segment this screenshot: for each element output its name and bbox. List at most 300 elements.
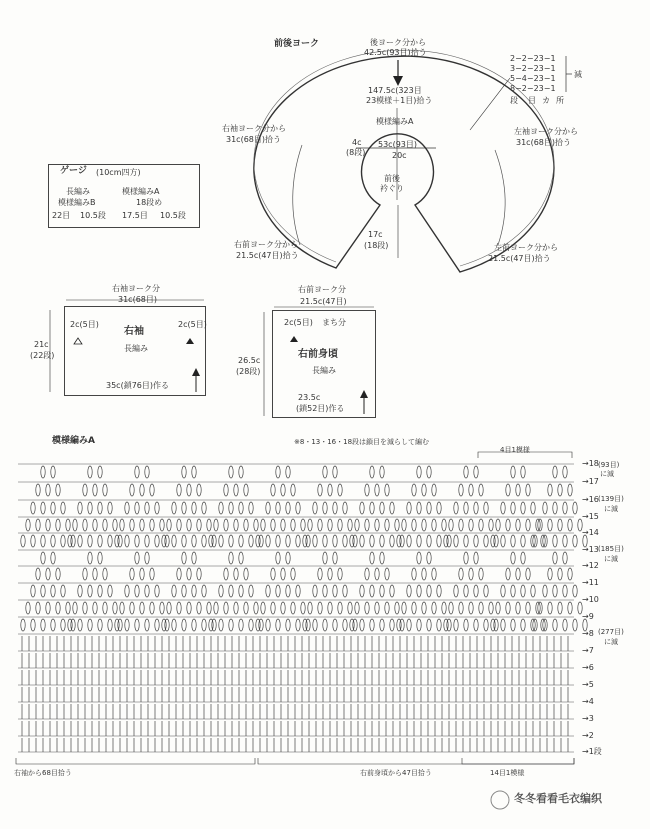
stitch-loop bbox=[281, 602, 285, 614]
stitch-loop bbox=[56, 602, 60, 614]
stitch-loop bbox=[496, 602, 500, 614]
stitch-loop bbox=[469, 519, 473, 531]
chart-left-bracket bbox=[16, 758, 255, 764]
watermark-logo bbox=[491, 791, 509, 809]
stitch-loop bbox=[489, 602, 493, 614]
yoke-right-sleeve-1: 右袖ヨーク分から bbox=[222, 124, 286, 133]
stitch-loop bbox=[380, 619, 384, 631]
stitch-loop bbox=[573, 585, 577, 597]
stitch-loop bbox=[36, 568, 40, 580]
stitch-loop bbox=[177, 602, 181, 614]
stitch-loop bbox=[370, 619, 374, 631]
yoke-footer-4: 所 bbox=[556, 96, 564, 105]
stitch-loop bbox=[548, 568, 552, 580]
stitch-loop bbox=[150, 484, 154, 496]
chart-right-bottom: 右前身頃から47目拾う bbox=[360, 769, 432, 777]
stitch-loop bbox=[239, 585, 243, 597]
stitch-loop bbox=[333, 552, 337, 564]
stitch-loop bbox=[229, 585, 233, 597]
stitch-loop bbox=[328, 519, 332, 531]
stitch-loop bbox=[61, 619, 65, 631]
yoke-outer-count-1: 147.5c(323目 bbox=[368, 86, 422, 95]
stitch-loop bbox=[46, 602, 50, 614]
stitch-loop bbox=[256, 619, 260, 631]
stitch-loop bbox=[521, 552, 525, 564]
stitch-loop bbox=[229, 619, 233, 631]
stitch-loop bbox=[120, 602, 124, 614]
stitch-loop bbox=[365, 519, 369, 531]
stitch-loop bbox=[521, 585, 525, 597]
stitch-loop bbox=[348, 602, 352, 614]
stitch-loop bbox=[31, 619, 35, 631]
stitch-loop bbox=[516, 484, 520, 496]
stitch-loop bbox=[249, 585, 253, 597]
stitch-loop bbox=[474, 502, 478, 514]
stitch-loop bbox=[224, 568, 228, 580]
stitch-loop bbox=[303, 535, 307, 547]
stitch-loop bbox=[333, 535, 337, 547]
yoke-right-front-1: 右前ヨーク分から bbox=[234, 240, 298, 249]
stitch-loop bbox=[182, 466, 186, 478]
stitch-loop bbox=[407, 619, 411, 631]
stitch-loop bbox=[182, 535, 186, 547]
stitch-loop bbox=[46, 484, 50, 496]
stitch-loop bbox=[323, 466, 327, 478]
stitch-loop bbox=[407, 535, 411, 547]
stitch-loop bbox=[224, 484, 228, 496]
stitch-loop bbox=[167, 519, 171, 531]
yoke-top-arrowhead bbox=[393, 76, 403, 86]
stitch-loop bbox=[83, 484, 87, 496]
stitch-loop bbox=[46, 519, 50, 531]
stitch-loop bbox=[41, 535, 45, 547]
gauge-row3-a: 22目 bbox=[52, 211, 71, 220]
front-height: 26.5c bbox=[238, 356, 261, 365]
stitch-loop bbox=[135, 585, 139, 597]
chart-row-label: →4 bbox=[582, 697, 594, 706]
stitch-loop bbox=[197, 602, 201, 614]
stitch-loop bbox=[427, 619, 431, 631]
yoke-decrease-label: 減 bbox=[574, 70, 582, 79]
sleeve-corner-right: 2c(5目) bbox=[178, 320, 207, 329]
stitch-loop bbox=[459, 484, 463, 496]
stitch-loop bbox=[78, 619, 82, 631]
stitch-loop bbox=[187, 484, 191, 496]
chart-row-label: →12 bbox=[582, 561, 599, 570]
stitch-loop bbox=[323, 585, 327, 597]
stitch-loop bbox=[568, 568, 572, 580]
stitch-loop bbox=[390, 502, 394, 514]
stitch-loop bbox=[266, 585, 270, 597]
stitch-loop bbox=[370, 552, 374, 564]
chart-row-label: →16 bbox=[582, 495, 599, 504]
stitch-loop bbox=[145, 535, 149, 547]
chart-right-bracket bbox=[258, 758, 574, 764]
stitch-loop bbox=[568, 602, 572, 614]
stitch-loop bbox=[239, 502, 243, 514]
stitch-loop bbox=[301, 519, 305, 531]
stitch-loop bbox=[385, 484, 389, 496]
stitch-loop bbox=[397, 535, 401, 547]
stitch-loop bbox=[437, 619, 441, 631]
stitch-loop bbox=[449, 519, 453, 531]
stitch-loop bbox=[328, 568, 332, 580]
stitch-loop bbox=[385, 602, 389, 614]
yoke-decrease-4: 8−2−23−1 bbox=[510, 84, 556, 93]
stitch-loop bbox=[239, 552, 243, 564]
stitch-loop bbox=[103, 568, 107, 580]
stitch-loop bbox=[276, 552, 280, 564]
stitch-loop bbox=[301, 602, 305, 614]
front-top-label: 右前ヨーク分 bbox=[298, 285, 346, 294]
stitch-loop bbox=[234, 519, 238, 531]
stitch-loop bbox=[553, 535, 557, 547]
stitch-loop bbox=[437, 585, 441, 597]
stitch-loop bbox=[21, 619, 25, 631]
stitch-loop bbox=[558, 484, 562, 496]
stitch-loop bbox=[219, 585, 223, 597]
stitch-loop bbox=[459, 519, 463, 531]
stitch-loop bbox=[313, 585, 317, 597]
stitch-loop bbox=[187, 519, 191, 531]
yoke-left-front-1: 左前ヨーク分から bbox=[494, 243, 558, 252]
chart-row-label: →3 bbox=[582, 714, 594, 723]
stitch-loop bbox=[427, 502, 431, 514]
stitch-loop bbox=[385, 568, 389, 580]
stitch-loop bbox=[563, 552, 567, 564]
gauge-row1-b: 模様編みA bbox=[122, 187, 160, 196]
stitch-loop bbox=[437, 502, 441, 514]
stitch-loop bbox=[313, 535, 317, 547]
stitch-loop bbox=[543, 585, 547, 597]
chart-row-label: →13 bbox=[582, 545, 599, 554]
stitch-loop bbox=[197, 484, 201, 496]
sleeve-top-width: 31c(68目) bbox=[118, 295, 157, 304]
stitch-loop bbox=[501, 585, 505, 597]
stitch-loop bbox=[68, 619, 72, 631]
stitch-loop bbox=[172, 619, 176, 631]
stitch-loop bbox=[375, 519, 379, 531]
chart-left-bottom: 右袖から68目拾う bbox=[14, 769, 72, 777]
stitch-loop bbox=[432, 602, 436, 614]
stitch-loop bbox=[207, 602, 211, 614]
stitch-loop bbox=[511, 619, 515, 631]
yoke-back-pickup-1: 後ヨーク分から bbox=[370, 38, 426, 47]
stitch-loop bbox=[286, 619, 290, 631]
stitch-loop bbox=[51, 466, 55, 478]
stitch-loop bbox=[125, 535, 129, 547]
stitch-loop bbox=[276, 535, 280, 547]
sleeve-height: 21c bbox=[34, 340, 49, 349]
stitch-loop bbox=[380, 535, 384, 547]
stitch-loop bbox=[479, 568, 483, 580]
yoke-right-front-2: 21.5c(47目)拾う bbox=[236, 251, 299, 260]
stitch-loop bbox=[286, 502, 290, 514]
stitch-loop bbox=[286, 585, 290, 597]
stitch-loop bbox=[333, 502, 337, 514]
stitch-loop bbox=[145, 466, 149, 478]
yoke-neck-1: 前後 bbox=[384, 174, 400, 183]
gauge-unit: (10cm四方) bbox=[96, 168, 141, 177]
stitch-loop bbox=[130, 484, 134, 496]
yoke-footer-2: 目 bbox=[528, 96, 536, 105]
stitch-loop bbox=[360, 619, 364, 631]
stitch-loop bbox=[526, 568, 530, 580]
stitch-loop bbox=[558, 568, 562, 580]
stitch-loop bbox=[256, 535, 260, 547]
chart-count-18b: に減 bbox=[600, 470, 614, 478]
stitch-loop bbox=[202, 535, 206, 547]
stitch-loop bbox=[563, 502, 567, 514]
gauge-row3-d: 10.5段 bbox=[160, 211, 186, 220]
stitch-loop bbox=[370, 585, 374, 597]
stitch-loop bbox=[224, 519, 228, 531]
chart-row-label: →17 bbox=[582, 477, 599, 486]
yoke-center-w: 17c bbox=[368, 230, 383, 239]
stitch-loop bbox=[281, 568, 285, 580]
sleeve-height-rows: (22段) bbox=[30, 351, 55, 360]
stitch-loop bbox=[343, 619, 347, 631]
stitch-loop bbox=[291, 602, 295, 614]
stitch-loop bbox=[93, 568, 97, 580]
yoke-outer-count-2: 23模様＋1目)拾う bbox=[366, 96, 433, 105]
stitch-loop bbox=[338, 484, 342, 496]
chart-row-label: →6 bbox=[582, 663, 594, 672]
stitch-loop bbox=[563, 619, 567, 631]
stitch-loop bbox=[474, 619, 478, 631]
stitch-loop bbox=[244, 519, 248, 531]
stitch-loop bbox=[113, 519, 117, 531]
stitch-loop bbox=[338, 519, 342, 531]
stitch-loop bbox=[464, 619, 468, 631]
stitch-loop bbox=[323, 502, 327, 514]
stitch-loop bbox=[93, 519, 97, 531]
stitch-loop bbox=[207, 519, 211, 531]
stitch-loop bbox=[229, 502, 233, 514]
stitch-loop bbox=[501, 535, 505, 547]
stitch-loop bbox=[313, 502, 317, 514]
stitch-loop bbox=[239, 619, 243, 631]
stitch-loop bbox=[266, 502, 270, 514]
stitch-loop bbox=[427, 535, 431, 547]
stitch-loop bbox=[36, 519, 40, 531]
stitch-loop bbox=[474, 535, 478, 547]
stitch-loop bbox=[239, 535, 243, 547]
gauge-row3-b: 10.5段 bbox=[80, 211, 106, 220]
stitch-loop bbox=[209, 619, 213, 631]
yoke-depth: 20c bbox=[392, 151, 407, 160]
stitch-loop bbox=[234, 602, 238, 614]
stitch-loop bbox=[573, 619, 577, 631]
stitch-loop bbox=[145, 552, 149, 564]
stitch-loop bbox=[553, 552, 557, 564]
stitch-loop bbox=[244, 602, 248, 614]
stitch-loop bbox=[41, 466, 45, 478]
stitch-loop bbox=[291, 484, 295, 496]
yoke-arc-left-sleeve bbox=[495, 150, 505, 245]
stitch-loop bbox=[360, 585, 364, 597]
stitch-loop bbox=[249, 502, 253, 514]
stitch-loop bbox=[375, 568, 379, 580]
stitch-loop bbox=[573, 535, 577, 547]
stitch-loop bbox=[484, 502, 488, 514]
stitch-loop bbox=[150, 568, 154, 580]
stitch-loop bbox=[491, 535, 495, 547]
stitch-loop bbox=[113, 602, 117, 614]
stitch-loop bbox=[88, 535, 92, 547]
stitch-loop bbox=[130, 602, 134, 614]
stitch-loop bbox=[526, 484, 530, 496]
stitch-loop bbox=[417, 535, 421, 547]
stitch-loop bbox=[276, 619, 280, 631]
gauge-title: ゲージ bbox=[60, 166, 87, 176]
stitch-loop bbox=[130, 519, 134, 531]
stitch-loop bbox=[365, 602, 369, 614]
stitch-loop bbox=[308, 602, 312, 614]
stitch-loop bbox=[390, 585, 394, 597]
stitch-loop bbox=[41, 502, 45, 514]
stitch-loop bbox=[98, 535, 102, 547]
chart-count-13: (185目) bbox=[598, 545, 624, 553]
stitch-loop bbox=[323, 619, 327, 631]
stitch-loop bbox=[328, 484, 332, 496]
stitch-loop bbox=[229, 552, 233, 564]
stitch-loop bbox=[214, 602, 218, 614]
stitch-loop bbox=[296, 535, 300, 547]
stitch-loop bbox=[454, 619, 458, 631]
chart-count-8: (277目) bbox=[598, 628, 624, 636]
stitch-loop bbox=[511, 552, 515, 564]
stitch-loop bbox=[56, 484, 60, 496]
stitch-loop bbox=[73, 519, 77, 531]
sleeve-corner-left: 2c(5目) bbox=[70, 320, 99, 329]
stitch-loop bbox=[160, 519, 164, 531]
chart-title: 模様編みA bbox=[52, 436, 95, 446]
stitch-loop bbox=[249, 619, 253, 631]
stitch-loop bbox=[125, 585, 129, 597]
stitch-loop bbox=[271, 568, 275, 580]
stitch-loop bbox=[412, 602, 416, 614]
stitch-loop bbox=[553, 502, 557, 514]
stitch-loop bbox=[108, 535, 112, 547]
yoke-pattern: 模様編みA bbox=[376, 117, 414, 126]
stitch-loop bbox=[88, 466, 92, 478]
stitch-loop bbox=[145, 502, 149, 514]
stitch-loop bbox=[427, 585, 431, 597]
stitch-loop bbox=[98, 585, 102, 597]
stitch-loop bbox=[506, 602, 510, 614]
stitch-loop bbox=[484, 585, 488, 597]
stitch-loop bbox=[511, 466, 515, 478]
stitch-loop bbox=[271, 602, 275, 614]
stitch-loop bbox=[343, 585, 347, 597]
stitch-loop bbox=[135, 619, 139, 631]
stitch-loop bbox=[266, 535, 270, 547]
stitch-loop bbox=[209, 535, 213, 547]
chart-count-16b: に減 bbox=[604, 505, 618, 513]
stitch-loop bbox=[115, 619, 119, 631]
stitch-loop bbox=[167, 602, 171, 614]
stitch-loop bbox=[548, 602, 552, 614]
stitch-loop bbox=[125, 502, 129, 514]
front-bottom-w: 23.5c bbox=[298, 393, 321, 402]
stitch-loop bbox=[261, 602, 265, 614]
stitch-loop bbox=[182, 619, 186, 631]
stitch-loop bbox=[449, 602, 453, 614]
stitch-loop bbox=[135, 502, 139, 514]
stitch-loop bbox=[192, 552, 196, 564]
stitch-loop bbox=[202, 585, 206, 597]
stitch-loop bbox=[397, 619, 401, 631]
stitch-loop bbox=[521, 535, 525, 547]
stitch-loop bbox=[21, 535, 25, 547]
stitch-loop bbox=[177, 519, 181, 531]
stitch-loop bbox=[422, 484, 426, 496]
stitch-loop bbox=[313, 619, 317, 631]
stitch-loop bbox=[380, 466, 384, 478]
stitch-loop bbox=[88, 552, 92, 564]
stitch-loop bbox=[412, 484, 416, 496]
stitch-loop bbox=[150, 519, 154, 531]
stitch-loop bbox=[103, 519, 107, 531]
chart-row-label: →9 bbox=[582, 612, 594, 621]
stitch-loop bbox=[202, 619, 206, 631]
stitch-loop bbox=[350, 535, 354, 547]
stitch-loop bbox=[244, 484, 248, 496]
stitch-loop bbox=[479, 602, 483, 614]
stitch-loop bbox=[229, 535, 233, 547]
stitch-loop bbox=[296, 619, 300, 631]
stitch-loop bbox=[41, 585, 45, 597]
front-name: 右前身頃 bbox=[298, 349, 338, 360]
yoke-row8: (8段) bbox=[346, 148, 366, 157]
chart-note: ※8・13・16・18段は鎖目を減らして編む bbox=[294, 438, 430, 446]
stitch-loop bbox=[286, 552, 290, 564]
chart-row-label: →11 bbox=[582, 578, 599, 587]
stitch-loop bbox=[162, 535, 166, 547]
stitch-loop bbox=[531, 585, 535, 597]
stitch-loop bbox=[318, 602, 322, 614]
stitch-loop bbox=[56, 568, 60, 580]
stitch-loop bbox=[281, 519, 285, 531]
stitch-loop bbox=[479, 519, 483, 531]
stitch-loop bbox=[46, 568, 50, 580]
stitch-loop bbox=[350, 619, 354, 631]
stitch-loop bbox=[192, 535, 196, 547]
stitch-loop bbox=[98, 619, 102, 631]
stitch-loop bbox=[51, 502, 55, 514]
stitch-loop bbox=[78, 535, 82, 547]
stitch-loop bbox=[244, 568, 248, 580]
stitch-loop bbox=[254, 519, 258, 531]
stitch-loop bbox=[375, 602, 379, 614]
stitch-loop bbox=[343, 535, 347, 547]
stitch-loop bbox=[422, 519, 426, 531]
stitch-loop bbox=[303, 619, 307, 631]
stitch-loop bbox=[108, 619, 112, 631]
yoke-right-sleeve-2: 31c(68目)拾う bbox=[226, 135, 281, 144]
front-corner: 2c(5目) bbox=[284, 318, 313, 327]
stitch-loop bbox=[491, 619, 495, 631]
stitch-loop bbox=[417, 466, 421, 478]
stitch-loop bbox=[474, 466, 478, 478]
stitch-loop bbox=[172, 585, 176, 597]
stitch-loop bbox=[88, 585, 92, 597]
stitch-loop bbox=[177, 484, 181, 496]
chart-row-label: →10 bbox=[582, 595, 599, 604]
gauge-row2-a: 模様編みB bbox=[58, 198, 96, 207]
stitch-loop bbox=[380, 502, 384, 514]
